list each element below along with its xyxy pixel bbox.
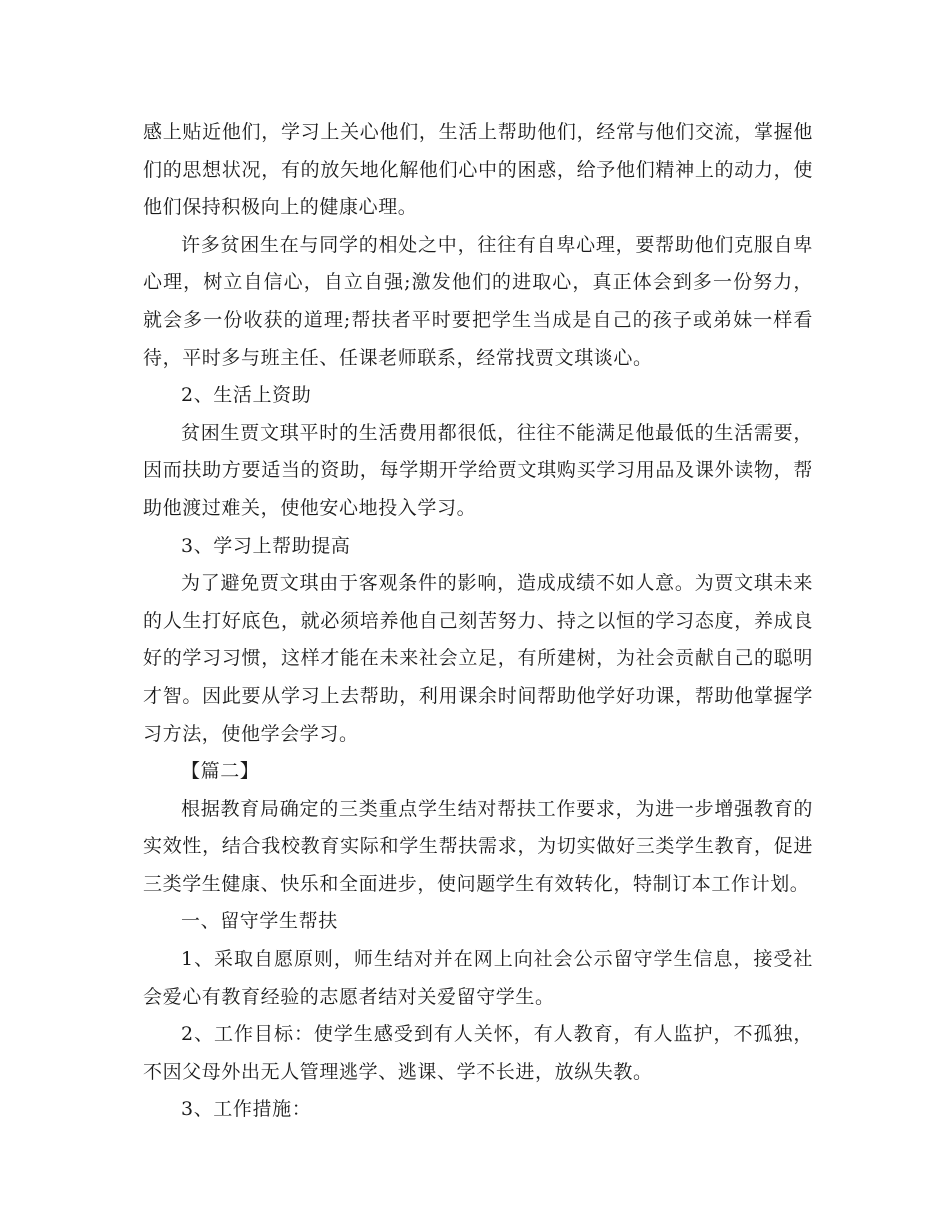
heading-work-measures: 3、工作措施： — [181, 1098, 312, 1121]
heading-living-support: 2、生活上资助 — [181, 384, 312, 407]
section-title-part-two: 【篇二】 — [181, 760, 260, 783]
heading-study-help: 3、学习上帮助提高 — [181, 534, 351, 557]
heading-left-behind-students: 一、留守学生帮扶 — [181, 910, 338, 933]
paragraph-voluntary-principle: 1、采取自愿原则，师生结对并在网上向社会公示留守学生信息，接受社会爱心有教育经验的志愿者结对关爱留守学生。 — [143, 948, 813, 1008]
paragraph-plan-intro: 根据教育局确定的三类重点学生结对帮扶工作要求，为进一步增强教育的实效性，结合我校教育实际和学生帮扶需求，为切实做好三类学生教育，促进三类学生健康、快乐和全面进步，使问题学生有效转化，特制订本工作计划。 — [143, 797, 813, 895]
paragraph-living-support: 贫困生贾文琪平时的生活费用都很低，往往不能满足他最低的生活需要，因而扶助方要适当的资助，每学期开学给贾文琪购买学习用品及课外读物，帮助他渡过难关，使他安心地投入学习。 — [143, 421, 813, 519]
paragraph-self-esteem: 许多贫困生在与同学的相处之中，往往有自卑心理，要帮助他们克服自卑心理，树立自信心，自立自强;激发他们的进取心，真正体会到多一份努力，就会多一份收获的道理;帮扶者平时要把学生当成是自己的孩子或弟妹一样看待，平时多与班主任、任课老师联系，经常找贾文琪谈心。 — [143, 233, 813, 369]
paragraph-work-goal: 2、工作目标：使学生感受到有人关怀，有人教育，有人监护，不孤独，不因父母外出无人管理逃学、逃课、学不长进，放纵失教。 — [143, 1023, 813, 1083]
paragraph-study-help: 为了避免贾文琪由于客观条件的影响，造成成绩不如人意。为贾文琪未来的人生打好底色，就必须培养他自己刻苦努力、持之以恒的学习态度，养成良好的学习习惯，这样才能在未来社会立足，有所建树，为社会贡献自己的聪明才智。因此要从学习上去帮助，利用课余时间帮助他学好功课，帮助他掌握学习方法，使他学会学习。 — [143, 572, 813, 745]
paragraph-continuation: 感上贴近他们，学习上关心他们，生活上帮助他们，经常与他们交流，掌握他们的思想状况，有的放矢地化解他们心中的困惑，给予他们精神上的动力，使他们保持积极向上的健康心理。 — [143, 121, 813, 219]
document-body — [143, 114, 813, 1129]
